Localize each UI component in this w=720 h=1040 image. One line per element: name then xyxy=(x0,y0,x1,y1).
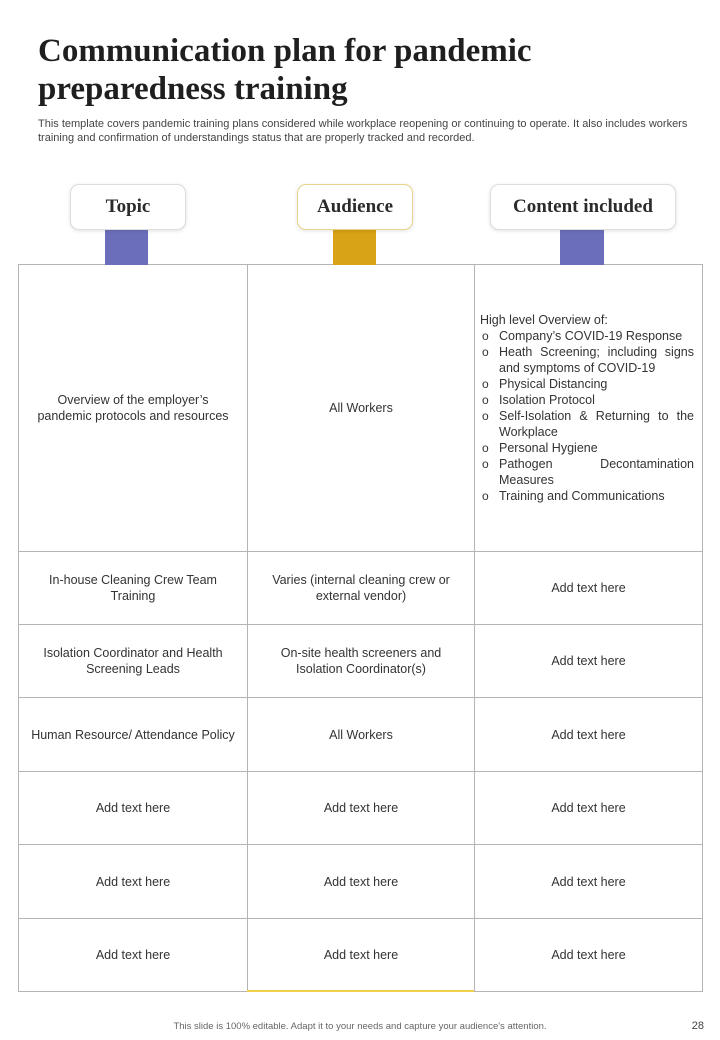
list-item: o Company’s COVID-19 Response xyxy=(480,328,694,344)
page-title: Communication plan for pandemic preparedness training xyxy=(38,33,532,107)
footer-note: This slide is 100% editable. Adapt it to your needs and capture your audience's attention. xyxy=(173,1021,547,1032)
page-subtitle: This template covers pandemic training plans considered while workplace reopening or continuing to operate. It also includes workers training and confirmation of understandings status that are properly tracked and recorded. xyxy=(38,118,688,144)
topic-header xyxy=(70,184,186,230)
audience-header-stem xyxy=(333,228,376,265)
topic-cell: Add text here xyxy=(19,772,248,845)
content-cell: Add text here xyxy=(475,698,703,772)
topic-cell: Add text here xyxy=(19,919,248,992)
content-cell xyxy=(475,265,703,552)
content-list xyxy=(480,328,694,504)
content-header-stem xyxy=(560,228,604,265)
table-row xyxy=(19,552,703,625)
audience-cell: All Workers xyxy=(248,265,475,552)
table-row xyxy=(19,625,703,698)
content-cell: Add text here xyxy=(475,919,703,992)
list-item: o Pathogen Decontamination Measures xyxy=(480,456,694,488)
audience-cell: Add text here xyxy=(248,772,475,845)
topic-header-label: Topic xyxy=(105,196,151,217)
content-cell: Add text here xyxy=(475,845,703,919)
topic-header-stem xyxy=(105,228,148,265)
audience-cell: All Workers xyxy=(248,698,475,772)
list-item: o Self-Isolation & Returning to the Workplace xyxy=(480,408,694,440)
list-item: o Physical Distancing xyxy=(480,376,694,392)
content-cell: Add text here xyxy=(475,772,703,845)
audience-cell: Varies (internal cleaning crew or external vendor) xyxy=(248,552,475,625)
content-header-label: Content included xyxy=(513,196,653,217)
table-row xyxy=(19,772,703,845)
list-item: o Personal Hygiene xyxy=(480,440,694,456)
content-cell: Add text here xyxy=(475,625,703,698)
training-plan-table xyxy=(18,264,703,992)
table-row xyxy=(19,265,703,552)
list-item: o Heath Screening; including signs and symptoms of COVID-19 xyxy=(480,344,694,376)
table-row xyxy=(19,919,703,992)
audience-accent-line xyxy=(247,990,474,992)
audience-header xyxy=(297,184,413,230)
content-intro: High level Overview of: xyxy=(480,313,608,327)
audience-header-label: Audience xyxy=(317,196,393,217)
audience-cell: Add text here xyxy=(248,845,475,919)
page-number: 28 xyxy=(691,1020,704,1032)
topic-cell: Overview of the employer’s pandemic protocols and resources xyxy=(19,265,248,552)
topic-cell: Add text here xyxy=(19,845,248,919)
table-row xyxy=(19,698,703,772)
audience-cell: Add text here xyxy=(248,919,475,992)
table-row xyxy=(19,845,703,919)
list-item: o Training and Communications xyxy=(480,488,694,504)
content-header xyxy=(490,184,676,230)
list-item: o Isolation Protocol xyxy=(480,392,694,408)
audience-cell: On-site health screeners and Isolation Coordinator(s) xyxy=(248,625,475,698)
topic-cell: In-house Cleaning Crew Team Training xyxy=(19,552,248,625)
topic-cell: Human Resource/ Attendance Policy xyxy=(19,698,248,772)
topic-cell: Isolation Coordinator and Health Screening Leads xyxy=(19,625,248,698)
content-cell: Add text here xyxy=(475,552,703,625)
